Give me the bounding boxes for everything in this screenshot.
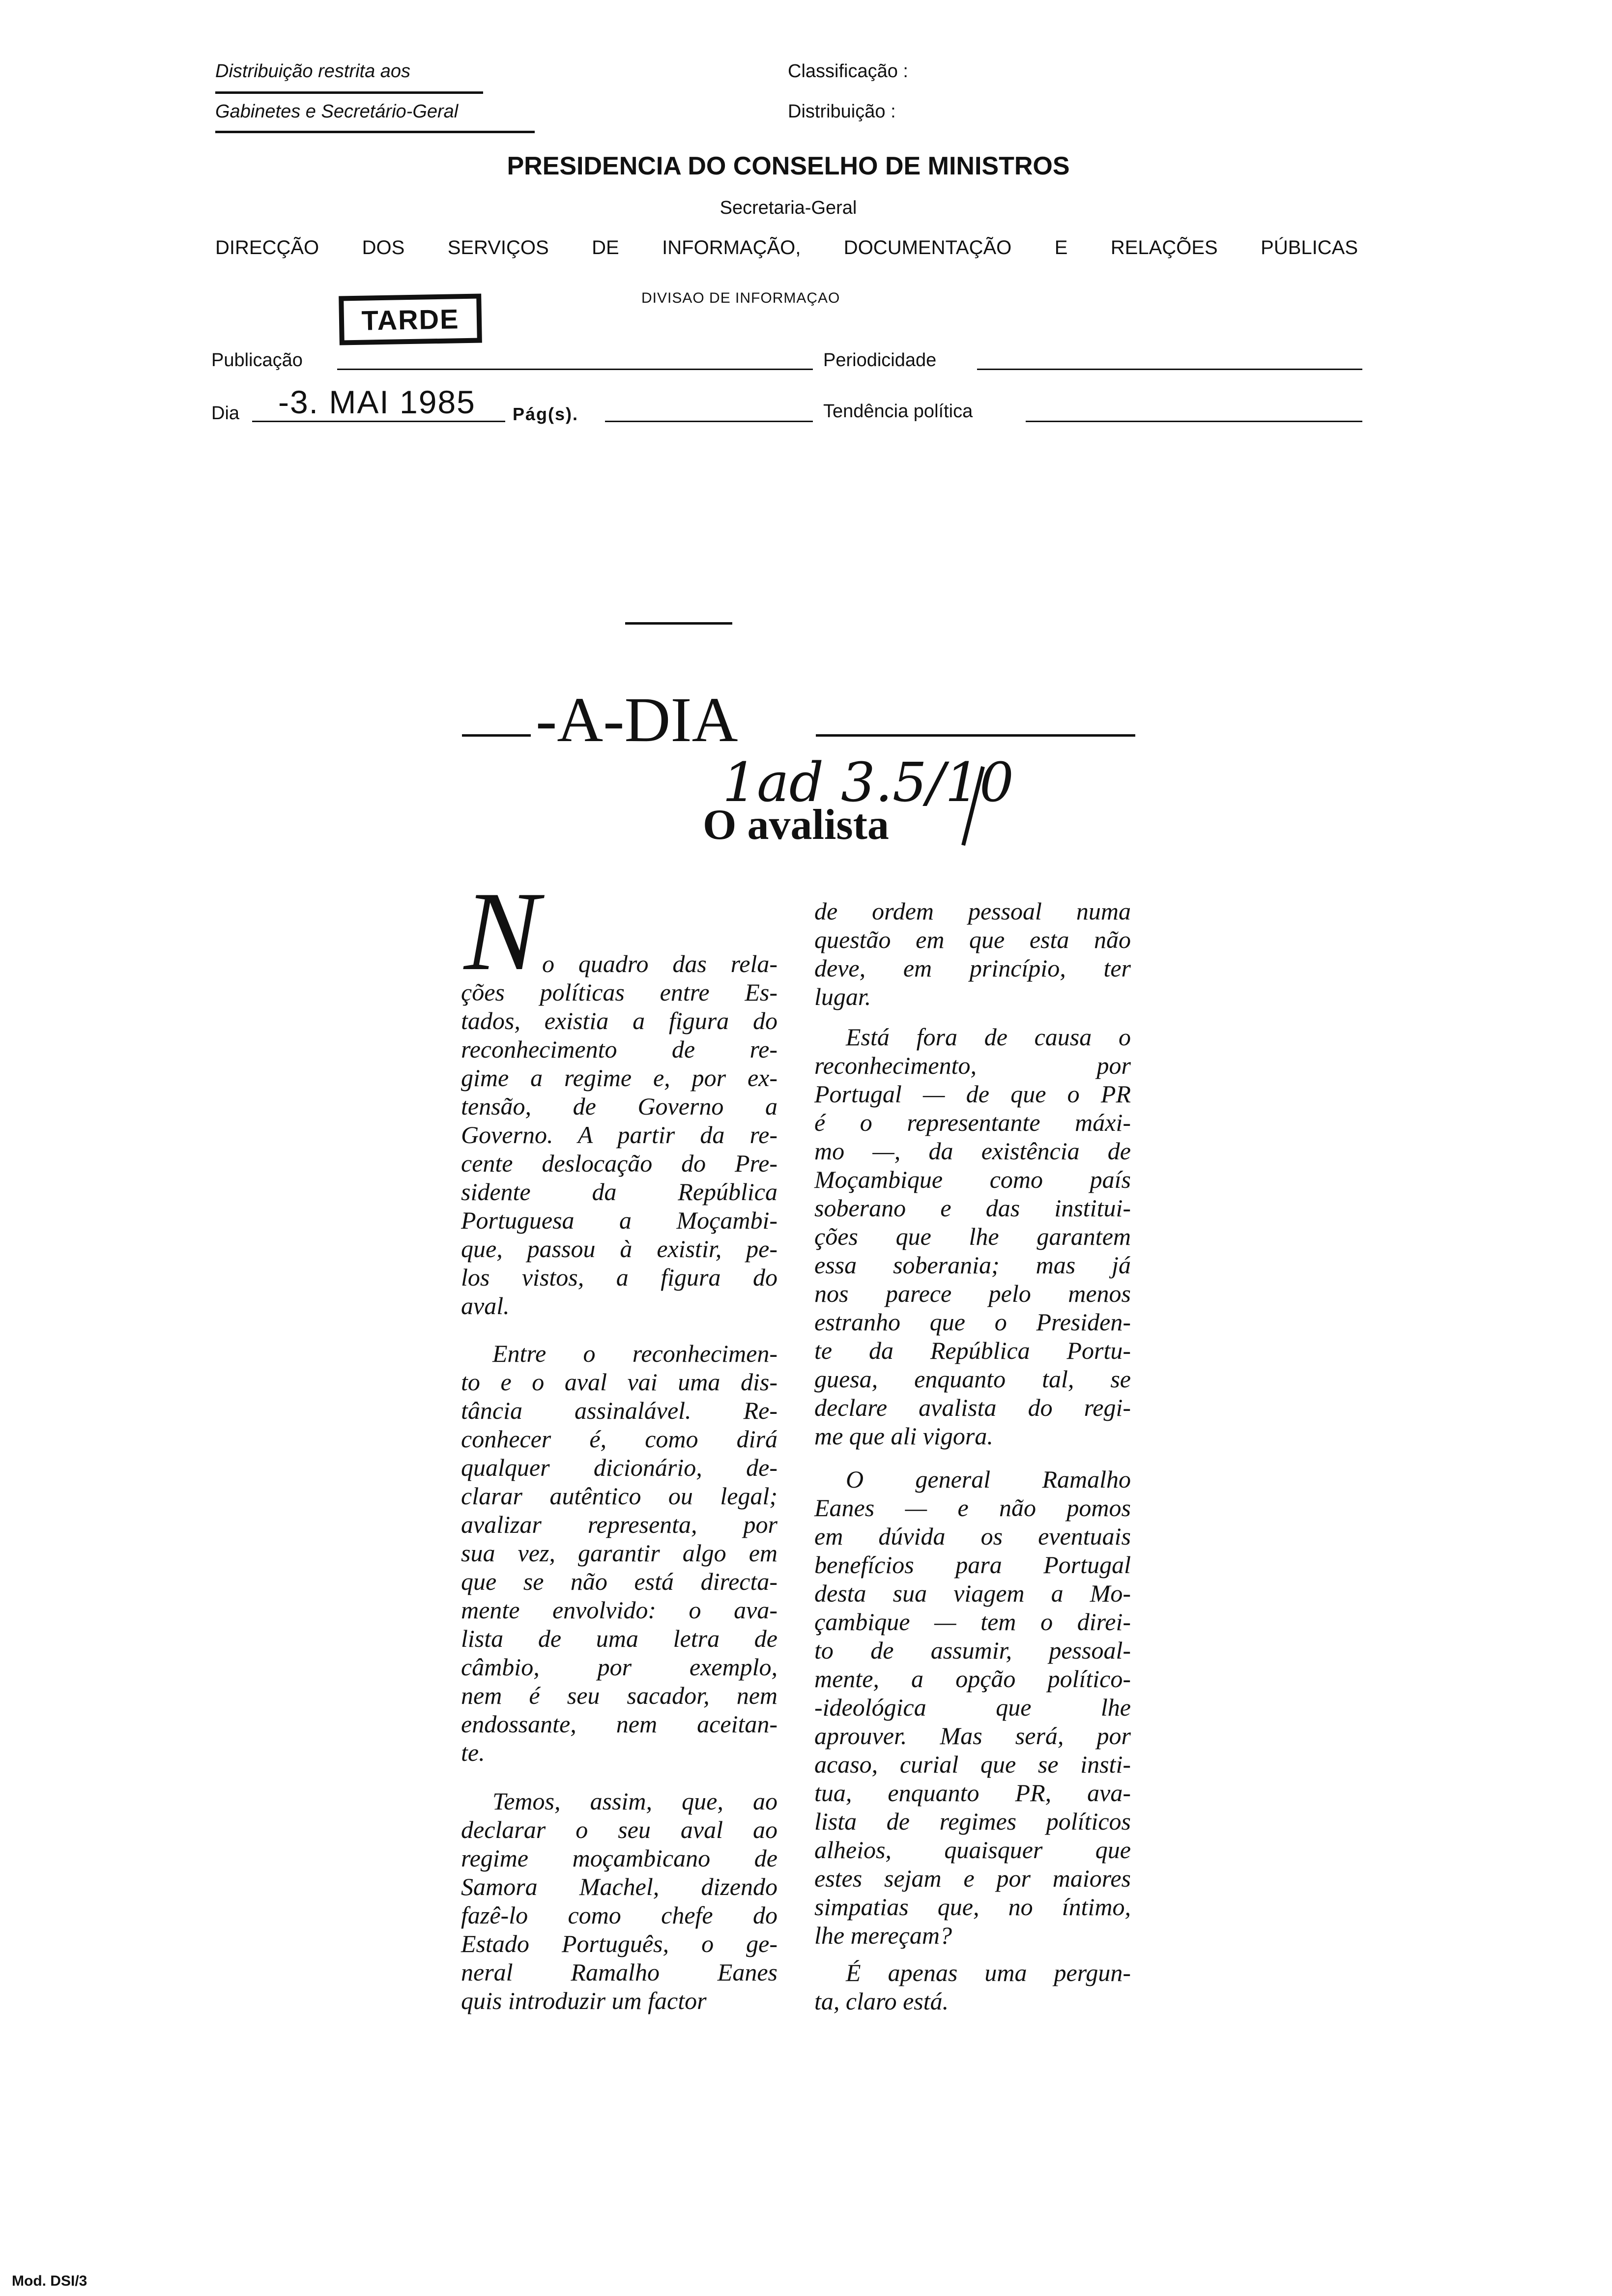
text-line: declarar o seu aval ao	[461, 1816, 777, 1843]
text-line: sidente da República	[461, 1178, 777, 1205]
text-line: benefícios para Portugal	[814, 1551, 1131, 1578]
paragraph	[814, 1023, 1131, 1450]
text-line: tância assinalável. Re-	[461, 1397, 777, 1424]
division: DIVISAO DE INFORMAÇAO	[641, 290, 840, 306]
restricted-line-2: Gabinetes e Secretário-Geral	[215, 101, 459, 122]
text-line: É apenas uma pergun-	[846, 1959, 1131, 1986]
text-line: tados, existia a figura do	[461, 1007, 777, 1034]
text-line: gime a regime e, por ex-	[461, 1064, 777, 1091]
column-2	[814, 0, 1131, 2296]
article-title: O avalista	[703, 801, 889, 849]
text-line: ções que lhe garantem	[814, 1223, 1131, 1250]
day-label: Dia	[211, 403, 240, 424]
text-line: lista de regimes políticos	[814, 1808, 1131, 1835]
text-line: o quadro das rela-	[542, 950, 777, 977]
text-line: aval.	[461, 1292, 510, 1320]
paragraph	[461, 949, 777, 1320]
paragraph	[814, 1465, 1131, 1950]
text-line: câmbio, por exemplo,	[461, 1653, 777, 1681]
drop-cap: N	[464, 868, 540, 994]
paragraph	[461, 1787, 777, 2015]
text-line: soberano e das institui-	[814, 1194, 1131, 1222]
stamp-tarde: TARDE	[339, 293, 482, 345]
text-line: essa soberania; mas já	[814, 1251, 1131, 1279]
distribution-label: Distribuição :	[788, 101, 896, 122]
text-line: estes sejam e por maiores	[814, 1865, 1131, 1892]
form-code: Mod. DSI/3	[12, 2273, 87, 2289]
text-line: Portugal — de que o PR	[814, 1080, 1131, 1108]
text-line: fazê-lo como chefe do	[461, 1901, 777, 1929]
text-line: lista de uma letra de	[461, 1625, 777, 1652]
text-line: reconhecimento, por	[814, 1052, 1131, 1079]
text-line: questão em que esta não	[814, 926, 1131, 953]
text-line: acaso, curial que se insti-	[814, 1751, 1131, 1778]
text-line: te.	[461, 1739, 485, 1766]
text-line: mo —, da existência de	[814, 1137, 1131, 1165]
text-line: sua vez, garantir algo em	[461, 1539, 777, 1567]
masthead: -A-DIA	[536, 685, 738, 755]
org-title: PRESIDENCIA DO CONSELHO DE MINISTROS	[507, 152, 1070, 180]
text-line: Entre o reconhecimen-	[492, 1340, 777, 1367]
text-line: te da República Portu-	[814, 1337, 1131, 1364]
paragraph	[461, 1339, 777, 1767]
text-line: clarar autêntico ou legal;	[461, 1482, 777, 1510]
classification-label: Classificação :	[788, 61, 908, 82]
text-line: em dúvida os eventuais	[814, 1522, 1131, 1550]
publication-label: Publicação	[211, 350, 303, 371]
text-line: nos parece pelo menos	[814, 1280, 1131, 1307]
text-line: tua, enquanto PR, ava-	[814, 1779, 1131, 1807]
day-value: -3. MAI 1985	[278, 384, 476, 420]
text-line: mente envolvido: o ava-	[461, 1596, 777, 1624]
text-line: Estado Português, o ge-	[461, 1930, 777, 1957]
text-line: guesa, enquanto tal, se	[814, 1365, 1131, 1393]
periodicity-label: Periodicidade	[823, 350, 937, 371]
text-line: Portuguesa a Moçambi-	[461, 1206, 777, 1234]
text-line: Governo. A partir da re-	[461, 1121, 777, 1148]
text-line: deve, em princípio, ter	[814, 954, 1131, 982]
text-line: simpatias que, no íntimo,	[814, 1893, 1131, 1921]
text-line: lhe mereçam?	[814, 1922, 952, 1949]
text-line: ta, claro está.	[814, 1987, 949, 2015]
org-subtitle: Secretaria-Geral	[720, 198, 857, 218]
restricted-line-1: Distribuição restrita aos	[215, 61, 411, 82]
text-line: avalizar representa, por	[461, 1511, 777, 1538]
text-line: conhecer é, como dirá	[461, 1425, 777, 1453]
text-line: -ideológica que lhe	[814, 1693, 1131, 1721]
text-line: regime moçambicano de	[461, 1844, 777, 1872]
text-line: los vistos, a figura do	[461, 1263, 777, 1291]
paragraph	[814, 1958, 1131, 2015]
text-line: lugar.	[814, 983, 871, 1010]
text-line: neral Ramalho Eanes	[461, 1958, 777, 1986]
text-line: çambique — tem o direi-	[814, 1608, 1131, 1636]
text-line: declare avalista do regi-	[814, 1394, 1131, 1421]
text-line: é o representante máxi-	[814, 1109, 1131, 1136]
text-line: desta sua viagem a Mo-	[814, 1579, 1131, 1607]
text-line: que se não está directa-	[461, 1568, 777, 1595]
text-line: aprouver. Mas será, por	[814, 1722, 1131, 1750]
pages-label: Pág(s).	[513, 404, 579, 424]
text-line: Eanes — e não pomos	[814, 1494, 1131, 1521]
directorate: DIRECÇÃO DOS SERVIÇOS DE INFORMAÇÃO, DOCUMENTAÇÃO E RELAÇÕES PÚBLICAS	[215, 237, 1358, 258]
political-label: Tendência política	[823, 401, 973, 422]
text-line: to de assumir, pessoal-	[814, 1636, 1131, 1664]
text-line: Samora Machel, dizendo	[461, 1873, 777, 1900]
underline	[215, 91, 483, 94]
text-line: me que ali vigora.	[814, 1422, 993, 1450]
text-line: Moçambique como país	[814, 1166, 1131, 1193]
text-line: tensão, de Governo a	[461, 1092, 777, 1120]
text-line: estranho que o Presiden-	[814, 1308, 1131, 1336]
text-line: Está fora de causa o	[846, 1023, 1131, 1051]
handwritten-text: 1ad 3.5/10	[722, 751, 1014, 814]
text-line: to e o aval vai uma dis-	[461, 1368, 777, 1396]
text-line: qualquer dicionário, de-	[461, 1454, 777, 1481]
text-line: mente, a opção político-	[814, 1665, 1131, 1693]
text-line: cente deslocação do Pre-	[461, 1149, 777, 1177]
text-line: nem é seu sacador, nem	[461, 1682, 777, 1709]
text-line: de ordem pessoal numa	[814, 897, 1131, 925]
text-line: endossante, nem aceitan-	[461, 1710, 777, 1738]
text-line: Temos, assim, que, ao	[492, 1787, 777, 1815]
column-1	[461, 0, 777, 2296]
text-line: ções políticas entre Es-	[461, 978, 777, 1006]
text-line: quis introduzir um factor	[461, 1987, 707, 2014]
text-line: que, passou à existir, pe-	[461, 1235, 777, 1263]
paragraph	[814, 897, 1131, 1011]
text-line: O general Ramalho	[846, 1465, 1131, 1493]
text-line: reconhecimento de re-	[461, 1035, 777, 1063]
text-line: alheios, quaisquer que	[814, 1836, 1131, 1864]
